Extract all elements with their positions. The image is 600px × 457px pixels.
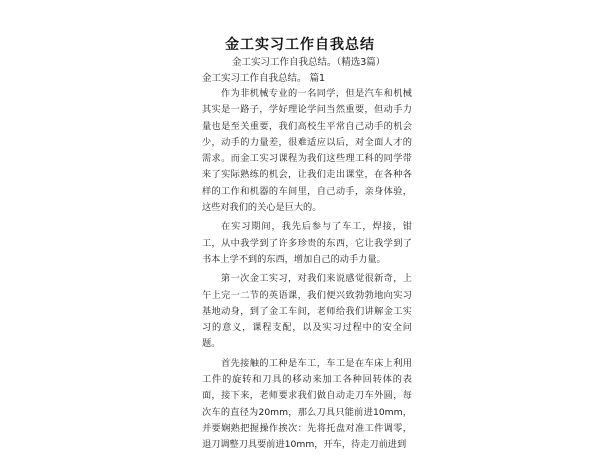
document-title: 金工实习工作自我总结 bbox=[225, 37, 375, 53]
paragraph-4: 首先接触的工种是车工，车工是在车床上利用工件的旋转和刀具的移动来加工各种回转体的表面，接下来，老师要求我们做自动走刀车外圆，每次车的直径为20mm，那么刀具只能前进10mm，并要娴熟把握操作挨次：先将托盘对准工件调零，退刀调整刀具要前进10mm，开车，待走刀前进到 bbox=[202, 357, 412, 451]
paragraph-2: 在实习期间，我先后参与了车工，焊接，钳工，从中我学到了许多珍贵的东西，它让我学到了书本上学不到的东西，增加自己的动手力量。 bbox=[202, 221, 412, 265]
paragraph-3: 第一次金工实习，对我们来说感觉很新奇，上午上完一二节的英语课，我们便兴致勃勃地向实习基地动身，到了金工车间，老师给我们讲解金工实习的意义，课程支配，以及实习过程中的安全问题。 bbox=[202, 273, 412, 350]
document-body bbox=[202, 86, 412, 457]
document-subtitle: 金工实习工作自我总结。（精选3篇） bbox=[232, 57, 386, 68]
paragraph-1: 作为非机械专业的一名同学，但是汽车和机械其实是一路子，学好理论学问当然重要，但动手力量也是至关重要，我们高校生平常自己动手的机会少，动手的力量差，很难适应以后，对全面人才的需求。而金工实习课程为我们这些理工科的同学带来了实际熟练的机会，让我们走出课堂，在各种各样的工作和机器的车间里，自己动手，亲身体验，这些对我们的关心是巨大的。 bbox=[202, 88, 412, 214]
section-heading: 金工实习工作自我总结。 篇1 bbox=[202, 73, 326, 84]
